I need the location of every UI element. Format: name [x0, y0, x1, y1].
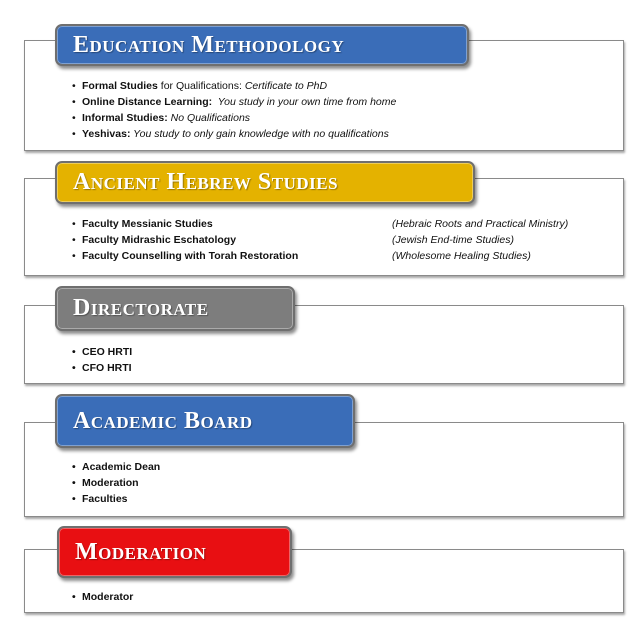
list-item: • Faculty Counselling with Torah Restoration (Wholesome Healing Studies): [72, 248, 612, 264]
list-item: • Academic Dean: [72, 459, 160, 475]
education-methodology-title: Education Methodology: [73, 31, 345, 58]
directorate-list: [72, 344, 132, 376]
list-item: • Formal Studies for Qualifications: Certificate to PhD: [72, 78, 396, 94]
list-item: • Moderation: [72, 475, 160, 491]
directorate-heading: [55, 286, 295, 331]
list-item: • Informal Studies: No Qualifications: [72, 110, 396, 126]
education-methodology-list: [72, 78, 396, 142]
ancient-hebrew-studies-list: [72, 216, 612, 264]
ancient-hebrew-studies-heading: [55, 161, 475, 204]
list-item: • CEO HRTI: [72, 344, 132, 360]
moderation-list: [72, 589, 133, 605]
directorate-title: Directorate: [73, 295, 209, 321]
education-methodology-heading: [55, 24, 469, 66]
list-item: • Faculty Midrashic Eschatology (Jewish End-time Studies): [72, 232, 612, 248]
list-item: • CFO HRTI: [72, 360, 132, 376]
list-item: • Yeshivas: You study to only gain knowledge with no qualifications: [72, 126, 396, 142]
ancient-hebrew-studies-title: Ancient Hebrew Studies: [73, 169, 339, 195]
moderation-heading: [57, 526, 292, 578]
list-item: • Moderator: [72, 589, 133, 605]
academic-board-title: Academic Board: [73, 407, 253, 434]
list-item: • Faculties: [72, 491, 160, 507]
academic-board-heading: [55, 394, 355, 448]
moderation-title: Moderation: [75, 538, 207, 565]
academic-board-list: [72, 459, 160, 507]
list-item: • Online Distance Learning: You study in your own time from home: [72, 94, 396, 110]
list-item: • Faculty Messianic Studies (Hebraic Roots and Practical Ministry): [72, 216, 612, 232]
